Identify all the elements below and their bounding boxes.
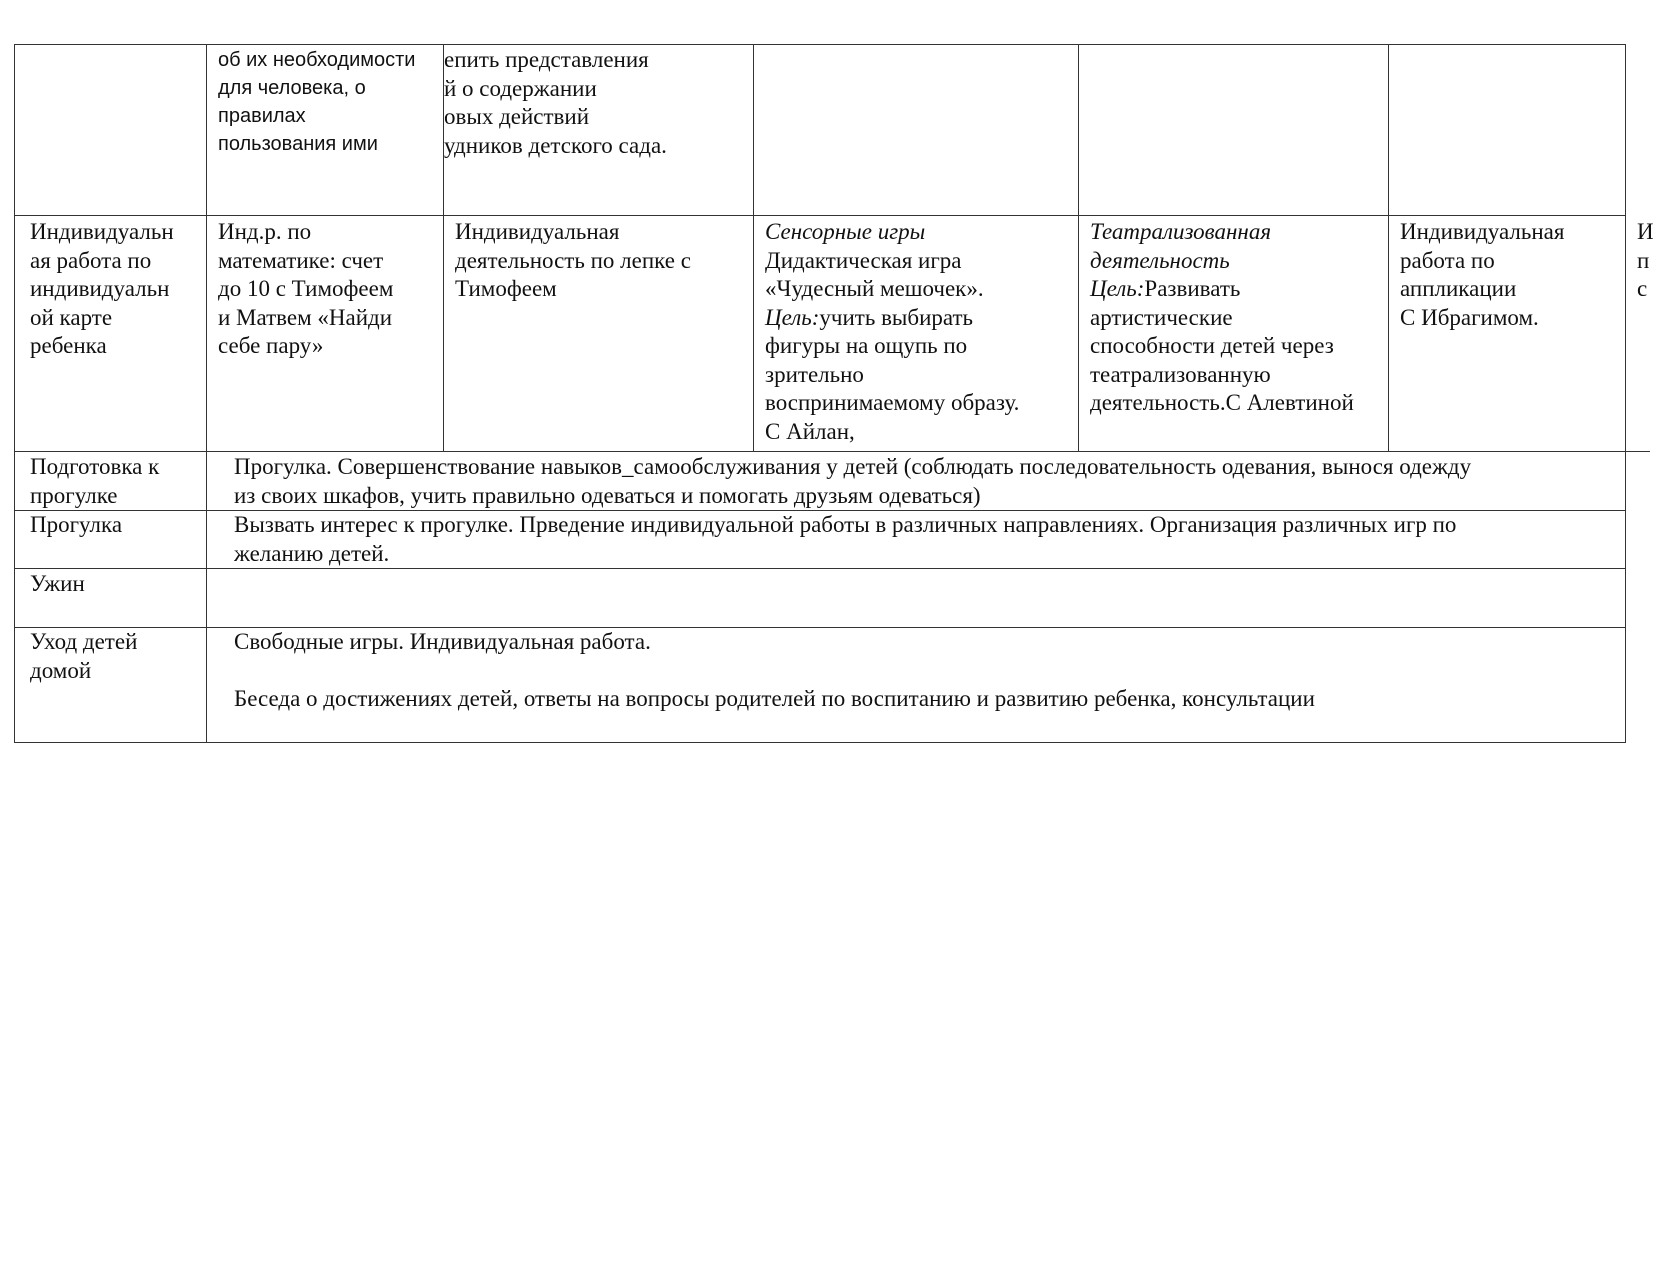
walk-prep-text <box>234 453 1624 510</box>
text-line: до 10 с Тимофеем <box>218 276 394 301</box>
walk-text <box>234 511 1624 568</box>
text-line: деятельность по лепке с <box>455 247 691 273</box>
top-row-col3-text <box>444 46 752 160</box>
text-line: пользования ими <box>218 133 378 155</box>
text-line: воспринимаемому образу. <box>765 390 1020 415</box>
going-home-text <box>234 628 1624 714</box>
individual-work-header <box>30 218 205 361</box>
text-line: работа по <box>1400 247 1495 273</box>
text-line: овых действий <box>444 104 590 129</box>
theatre-title-line: Театрализованная <box>1090 219 1272 244</box>
cut-off-column-cell <box>1637 218 1654 304</box>
text-line: индивидуальн <box>30 276 170 301</box>
text-line: Свободные игры. Индивидуальная работа. <box>234 629 651 654</box>
goal-text: учить выбирать <box>819 304 974 330</box>
theatre-title-line: деятельность <box>1090 247 1230 273</box>
text-line: Вызвать интерес к прогулке. Прведение индивидуальной работы в различных направлениях. Организация различных игр по <box>234 512 1457 537</box>
walk-prep-header <box>30 453 205 510</box>
sensory-games-title: Сенсорные игры <box>765 219 926 244</box>
goal-line <box>765 304 1077 333</box>
text-line: ая работа по <box>30 247 152 273</box>
application-work-cell <box>1400 218 1624 332</box>
col-divider-1 <box>206 44 207 743</box>
text-line: желанию детей. <box>234 540 390 566</box>
row-divider-2 <box>14 451 1650 452</box>
theatre-activity-cell <box>1090 218 1387 418</box>
text-line: Уход детей <box>30 629 138 654</box>
text-line: С Ибрагимом. <box>1400 304 1539 330</box>
text-line: фигуры на ощупь по <box>765 333 968 358</box>
text-line: Прогулка. Совершенствование навыков_самообслуживания у детей (соблюдать последовательность одевания, вынося одежду <box>234 454 1472 479</box>
text-line: зрительно <box>765 361 864 387</box>
col-divider-3 <box>753 44 754 452</box>
row-divider-4 <box>14 568 1626 569</box>
going-home-header <box>30 628 205 685</box>
goal-label: Цель: <box>1090 276 1145 301</box>
text-line: театрализованную <box>1090 361 1271 387</box>
goal-line <box>1090 275 1387 304</box>
blank-line <box>234 657 1624 686</box>
col-divider-4 <box>1078 44 1079 452</box>
col-divider-5 <box>1388 44 1389 452</box>
text-line: Прогулка <box>30 512 123 537</box>
text-line: прогулке <box>30 482 118 508</box>
text-line: й о содержании <box>444 75 597 101</box>
text-line: способности детей через <box>1090 333 1334 358</box>
row-divider-1 <box>14 215 1626 216</box>
text-line: епить представления <box>444 47 649 72</box>
text-line: удников детского сада. <box>444 132 667 158</box>
text-line: об их необходимости <box>218 49 416 71</box>
text-line: С Айлан, <box>765 418 855 444</box>
text-line: для человека, о <box>218 77 366 99</box>
table-bottom-border <box>14 742 1626 743</box>
goal-text: Развивать <box>1144 276 1241 301</box>
text-line: артистические <box>1090 304 1233 330</box>
sensory-games-cell <box>765 218 1077 446</box>
text-line: И <box>1637 219 1654 244</box>
text-line: математике: счет <box>218 247 384 273</box>
text-line: аппликации <box>1400 276 1517 301</box>
table-top-border <box>14 44 1626 45</box>
text-line: Инд.р. по <box>218 219 312 244</box>
text-line: п <box>1637 247 1650 273</box>
text-line: с <box>1637 276 1648 301</box>
table-left-border <box>14 44 15 743</box>
text-line: и Матвем «Найди <box>218 304 393 330</box>
text-line: правилах <box>218 105 306 127</box>
text-line: Индивидуальн <box>30 219 174 244</box>
table-right-border <box>1625 44 1626 743</box>
individual-modeling-cell <box>455 218 752 304</box>
text-line: Подготовка к <box>30 454 160 479</box>
text-line: ой карте <box>30 304 113 330</box>
text-line: себе пару» <box>218 333 324 358</box>
text-line: «Чудесный мешочек». <box>765 276 984 301</box>
text-line: Индивидуальная <box>1400 219 1565 244</box>
text-line: Дидактическая игра <box>765 247 962 273</box>
text-line: Индивидуальная <box>455 219 620 244</box>
text-line: Тимофеем <box>455 276 557 301</box>
individual-math-cell <box>218 218 442 361</box>
text-line: Ужин <box>30 571 85 596</box>
text-line: ребенка <box>30 333 107 358</box>
dinner-header <box>30 570 205 599</box>
walk-header <box>30 511 205 540</box>
top-row-col2-text <box>218 46 443 158</box>
text-line: Беседа о достижениях детей, ответы на вопросы родителей по воспитанию и развитию ребенка, консультации <box>234 686 1315 711</box>
text-line: деятельность.С Алевтиной <box>1090 390 1354 415</box>
text-line: из своих шкафов, учить правильно одеваться и помогать друзьям одеваться) <box>234 482 981 508</box>
goal-label: Цель: <box>765 304 820 330</box>
text-line: домой <box>30 657 92 683</box>
